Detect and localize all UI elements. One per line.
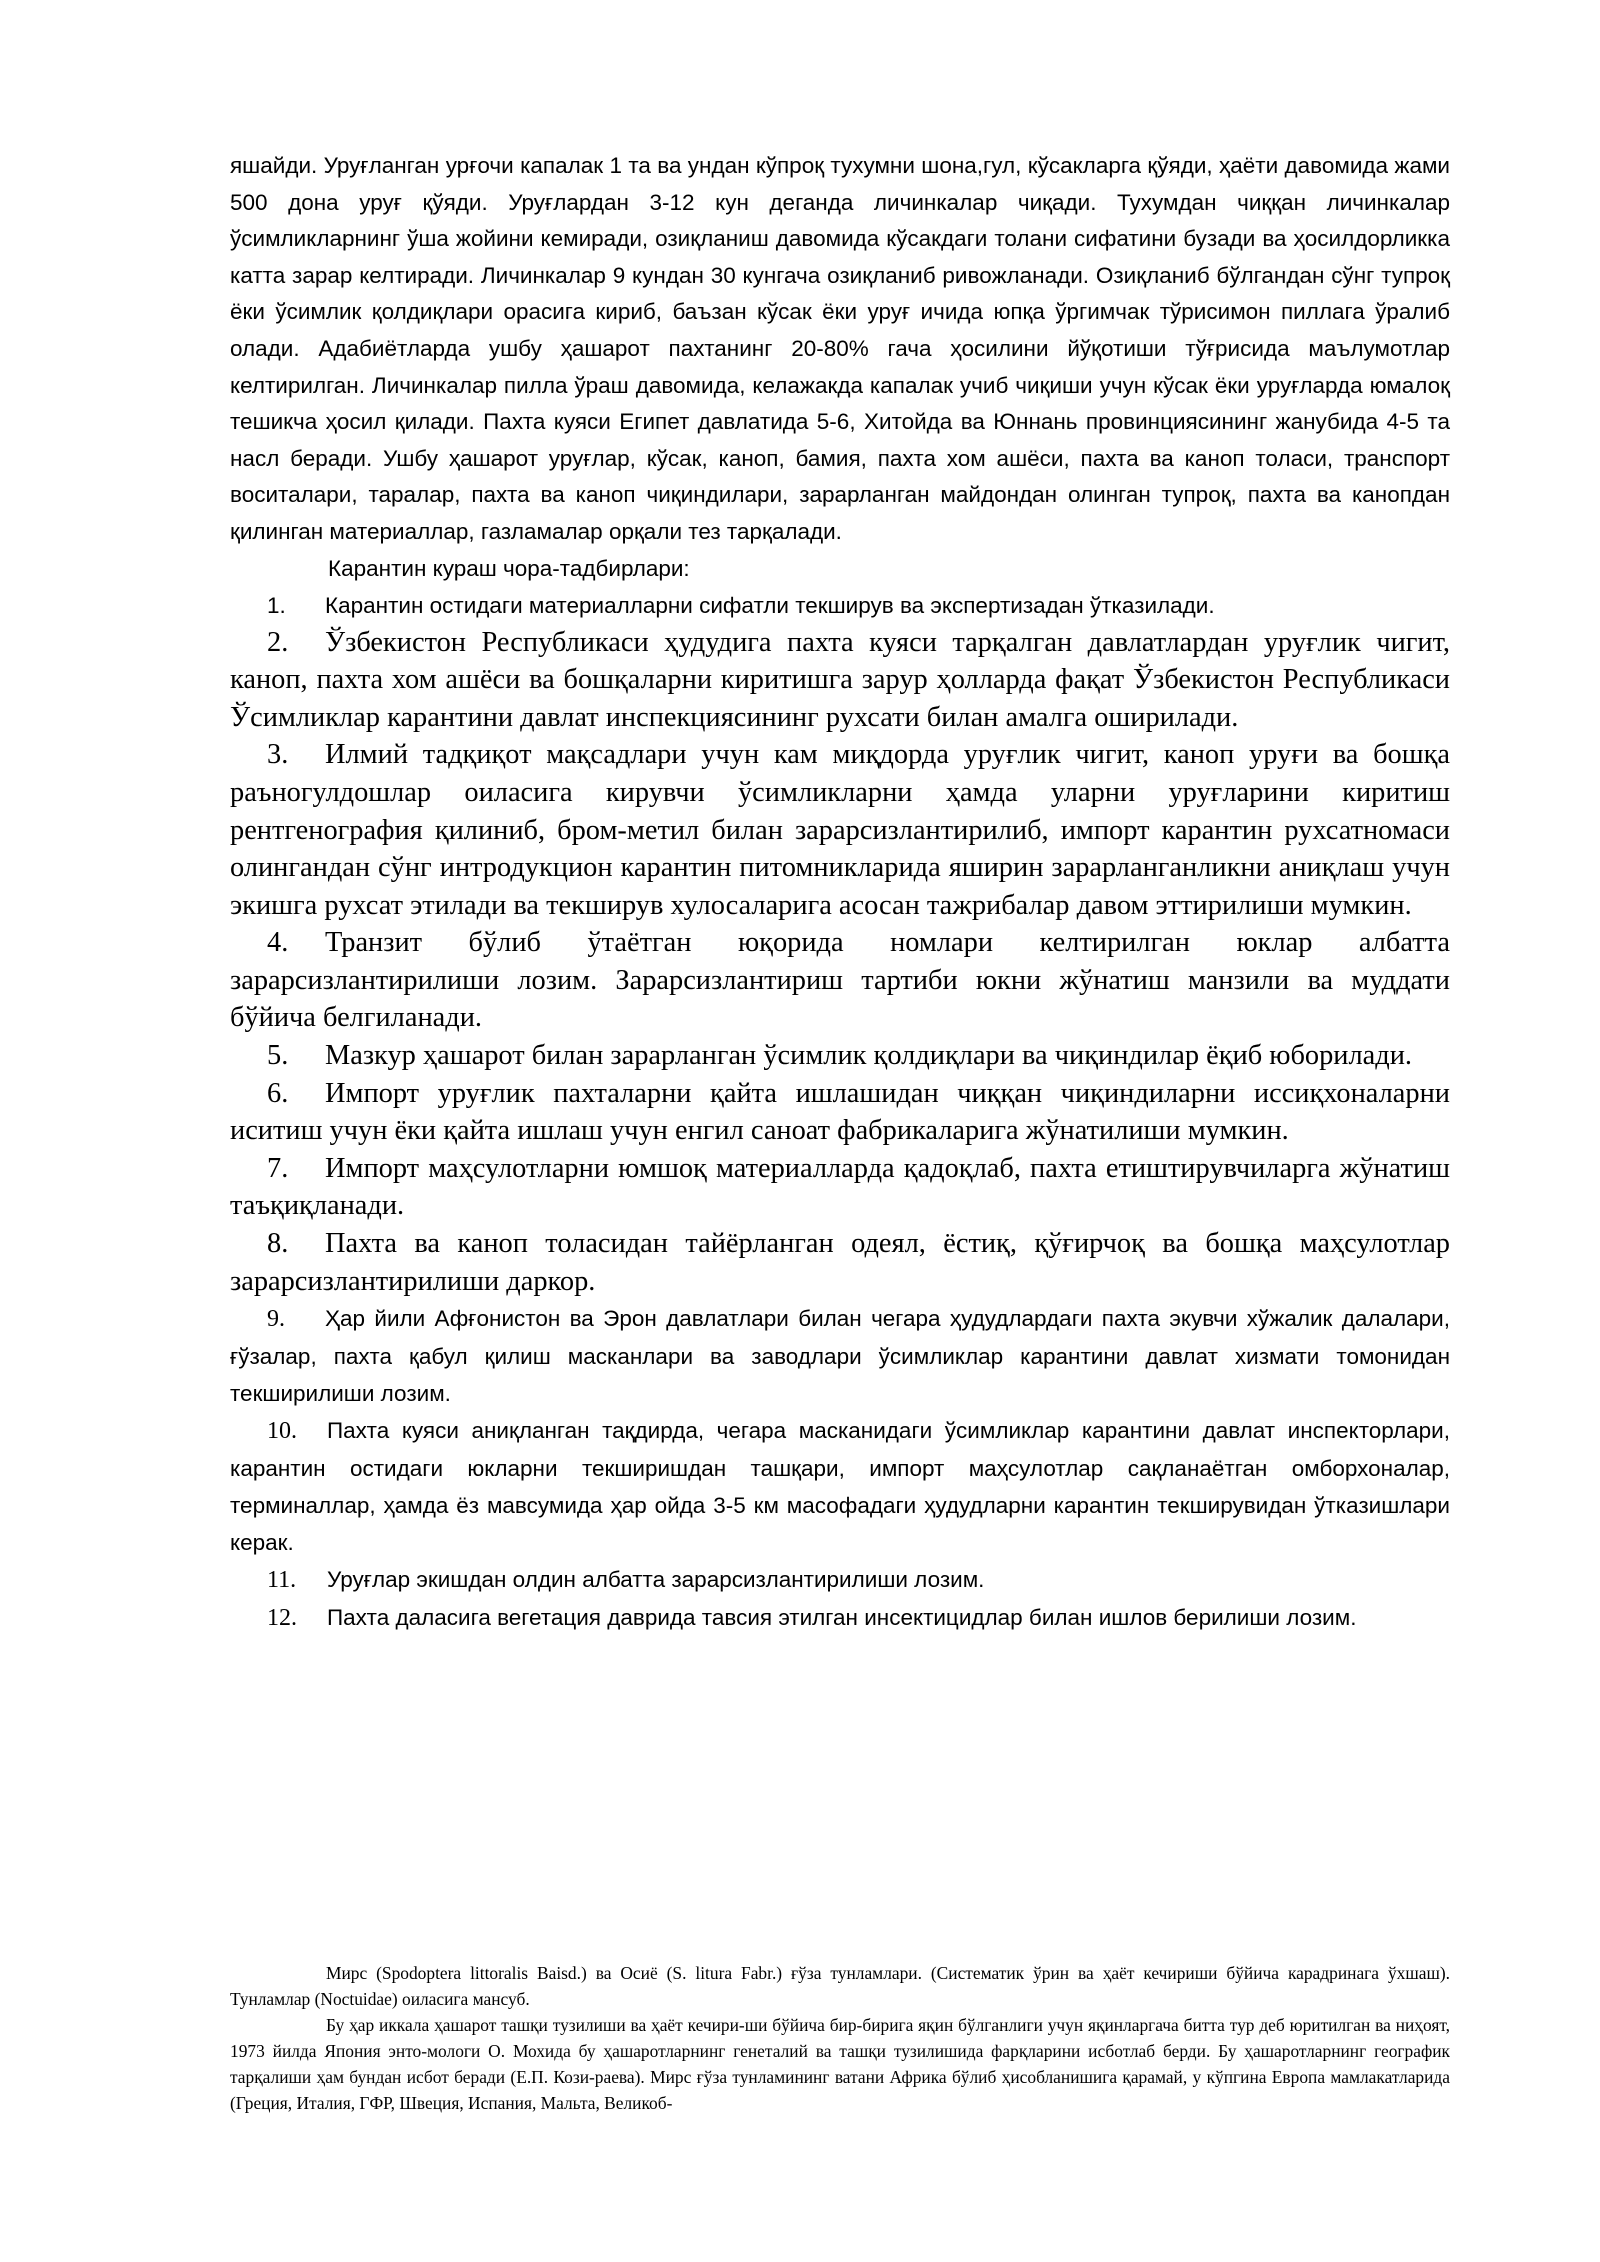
list-item xyxy=(230,736,1450,924)
list-number: 12. xyxy=(267,1605,297,1632)
list-item-text: Пахта куяси аниқланган тақдирда, чегара масканидаги ўсимликлар карантини давлат инспекторлари, карантин остидаги юкларни текширишдан ташқари, импорт маҳсулотлар сақланаётган омборхоналар, терминаллар, ҳамда ёз мавсумида ҳар ойда 3-5 км масофадаги ҳудудларни карантин текширувидан ўтказишлари керак. xyxy=(230,1418,1450,1556)
list-item-text: Пахта даласига вегетация даврида тавсия этилган инсектицидлар билан ишлов берилиши лозим. xyxy=(327,1605,1357,1631)
list-number: 8. xyxy=(267,1228,289,1260)
list-number: 3. xyxy=(267,739,289,771)
list-item-text: Транзит бўлиб ўтаётган юқорида номлари келтирилган юклар албатта зарарсизлантирилиши лозим. Зарарсизлантириш тартиби юкни жўнатиш манзили ва муддати бўйича белгиланади. xyxy=(230,927,1450,1034)
list-number: 11. xyxy=(267,1567,297,1594)
list-item-text: Уруғлар экишдан олдин албатта зарарсизлантирилиши лозим. xyxy=(327,1567,985,1593)
list-item xyxy=(230,587,1450,624)
list-number: 1. xyxy=(267,592,286,618)
list-item-text: Илмий тадқиқот мақсадлари учун кам миқдорда уруғлик чигит, каноп уруғи ва бошқа раъногулдошлар оиласига кирувчи ўсимликларни ҳамда уларни уруғларини киритиш рентгенография қилиниб, бром-метил билан зарарсизлантирилиб, импорт карантин рухсатномаси олингандан сўнг интродукцион карантин питомникларида яширин зарарланганликни аниқлаш учун экишга рухсат этилади ва текширув хулосаларига асосан тажрибалар давом эттирилиши мумкин. xyxy=(230,739,1450,921)
list-item-text: Ҳар йили Афғонистон ва Эрон давлатлари билан чегара ҳудудлардаги пахта экувчи хўжалик далалари, ғўзалар, пахта қабул қилиш масканлари ва заводлари ўсимликлар карантини давлат хизмати томонидан текширилиши лозим. xyxy=(230,1306,1450,1407)
section-heading: Карантин кураш чора-тадбирлари: xyxy=(328,555,690,581)
footnote-paragraph: Бу ҳар иккала ҳашарот ташқи тузилиши ва ҳаёт кечири-ши бўйича бир-бирига яқин бўлганлиги учун яқинларгача битта тур деб юритилган ва ниҳоят, 1973 йилда Япония энто-мологи О. Мохида бу ҳашаротларнинг генеталий ва ташқи тузилишида фарқларини исботлаб берди. Бу ҳашаротларнинг географик тарқалиши ҳам бундан исбот беради (Е.П. Кози-раева). Мирс ғўза тунламининг ватани Африка бўлиб ҳисобланишига қарамай, у кўпгина Европа мамлакатларида (Греция, Италия, ГФР, Швеция, Испания, Мальта, Великоб- xyxy=(230,2015,1450,2113)
list-item xyxy=(230,1412,1450,1561)
list-item xyxy=(230,1225,1450,1300)
list-item xyxy=(230,1150,1450,1225)
list-item-text: Импорт маҳсулотларни юмшоқ материалларда қадоқлаб, пахта етиштирувчиларга жўнатиш таъқиқланади. xyxy=(230,1152,1450,1222)
list-item-text: Импорт уруғлик пахталарни қайта ишлашидан чиққан чиқиндиларни иссиқхоналарни иситиш учун ёки қайта ишлаш учун енгил саноат фабрикаларига жўнатилиши мумкин. xyxy=(230,1077,1450,1147)
list-number: 9. xyxy=(267,1306,285,1333)
intro-paragraph: яшайди. Уруғланган урғочи капалак 1 та ва ундан кўпроқ тухумни шона,гул, кўсакларга қўяди, ҳаёти давомида жами 500 дона уруғ қўяди. Уруғлардан 3-12 кун деганда личинкалар чиқади. Тухумдан чиққан личинкалар ўсимликларнинг ўша жойини кемиради, озиқланиш давомида кўсакдаги толани сифатини бузади ва ҳосилдорликка катта зарар келтиради. Личинкалар 9 кундан 30 кунгача озиқланиб ривожланади. Озиқланиб бўлгандан сўнг тупроқ ёки ўсимлик қолдиқлари орасига кириб, баъзан кўсак ёки уруғ ичида юпқа ўргимчак тўрисимон пиллага ўралиб олади. Адабиётларда ушбу ҳашарот пахтанинг 20-80% гача ҳосилини йўқотиши тўғрисида маълумотлар келтирилган. Личинкалар пилла ўраш давомида, келажакда капалак учиб чиқиши учун кўсак ёки уруғларда юмалоқ тешикча ҳосил қилади. Пахта куяси Египет давлатида 5-6, Хитойда ва Юннань провинциясининг жанубида 4-5 та насл беради. Ушбу ҳашарот уруғлар, кўсак, каноп, бамия, пахта хом ашёси, пахта ва каноп толаси, транспорт воситалари, таралар, пахта ва каноп чиқиндилари, зарарланган майдондан олинган тупроқ, пахта ва канопдан қилинган материаллар, газламалар орқали тез тарқалади. xyxy=(230,153,1450,544)
list-item xyxy=(230,1075,1450,1150)
list-number: 7. xyxy=(267,1152,289,1184)
list-item xyxy=(230,1037,1450,1075)
list-number: 2. xyxy=(267,626,289,658)
list-number: 6. xyxy=(267,1077,289,1109)
document-page xyxy=(230,148,1450,1637)
list-item-text: Карантин остидаги материалларни сифатли текширув ва экспертизадан ўтказилади. xyxy=(325,592,1215,618)
list-number: 10. xyxy=(267,1418,297,1445)
list-item-text: Мазкур ҳашарот билан зарарланган ўсимлик қолдиқлари ва чиқиндилар ёқиб юборилади. xyxy=(325,1040,1412,1072)
footnote xyxy=(230,1960,1450,2116)
list-item xyxy=(230,1300,1450,1412)
list-item xyxy=(230,924,1450,1037)
list-item xyxy=(230,1599,1450,1637)
list-number: 5. xyxy=(267,1040,289,1072)
list-item-text: Пахта ва каноп толасидан тайёрланган одеял, ёстиқ, қўғирчоқ ва бошқа маҳсулотлар зарарсизлантирилиши даркор. xyxy=(230,1228,1450,1297)
list-item xyxy=(230,1561,1450,1599)
list-number: 4. xyxy=(267,927,289,959)
list-item-text: Ўзбекистон Республикаси ҳудудига пахта куяси тарқалган давлатлардан уруғлик чигит, каноп, пахта хом ашёси ва бошқаларни киритишга зарур ҳолларда фақат Ўзбекистон Республикаси Ўсимликлар карантини давлат инспекциясининг рухсати билан амалга оширилади. xyxy=(230,626,1450,733)
list-item xyxy=(230,624,1450,737)
footnote-paragraph: Мирс (Spodoptera littoralis Baisd.) ва Осиё (S. litura Fabr.) ғўза тунламлари. (Систематик ўрин ва ҳаёт кечириши бўйича карадринага ўхшаш). Тунламлар (Noctuidae) оиласига мансуб. xyxy=(230,1963,1450,2009)
